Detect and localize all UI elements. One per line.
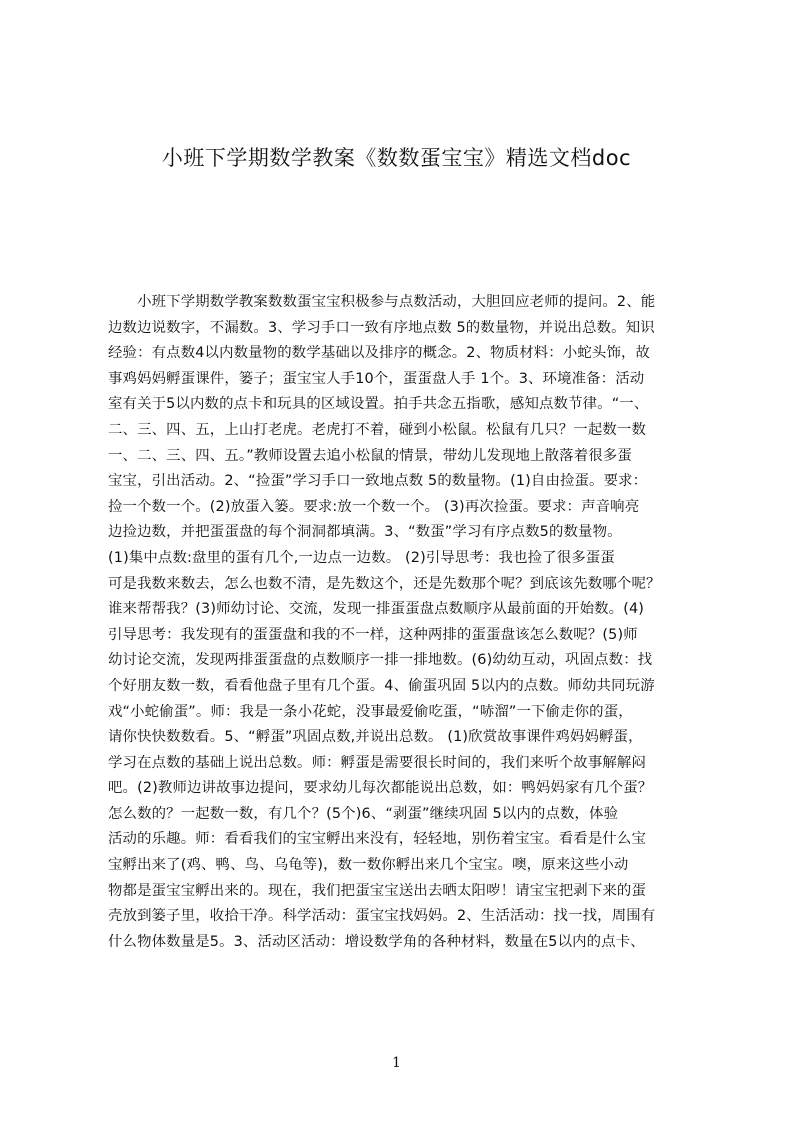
page-title: 小班下学期数学教案《数数蛋宝宝》精选文档doc	[161, 146, 632, 170]
text-line: 幼讨论交流，发现两排蛋蛋盘的点数顺序一排一排地数。(6)幼幼互动，巩固点数：找	[108, 652, 653, 669]
text-line: 小班下学期数学教案数数蛋宝宝积极参与点数活动，大胆回应老师的提问。2、能	[108, 294, 656, 310]
text-line: 请你快快数数看。5、“孵蛋”巩固点数,并说出总数。 (1)欣赏故事课件鸡妈妈孵蛋，	[108, 729, 643, 746]
text-line: 二、三、四、五，上山打老虎。老虎打不着，碰到小松鼠。松鼠有几只？一起数一数	[108, 421, 647, 438]
text-line: 边捡边数，并把蛋蛋盘的每个洞洞都填满。3、“数蛋”学习有序点数5的数量物。	[108, 524, 622, 541]
text-line: 宝宝，引出活动。2、“捡蛋”学习手口一致地点数 5的数量物。(1)自由捡蛋。要求：	[108, 473, 648, 490]
text-line: (1)集中点数:盘里的蛋有几个,一边点一边数。 (2)引导思考：我也捡了很多蛋蛋	[108, 549, 615, 566]
text-line: 引导思考：我发现有的蛋蛋盘和我的不一样，这种两排的蛋蛋盘该怎么数呢？(5)师	[108, 626, 638, 643]
text-line: 物都是蛋宝宝孵出来的。现在，我们把蛋宝宝送出去晒太阳哕！请宝宝把剥下来的蛋	[108, 882, 647, 899]
text-line: 一、二、三、四、五。”教师设置去追小松鼠的情景，带幼儿发现地上散落着很多蛋	[108, 447, 632, 464]
text-line: 宝孵出来了(鸡、鸭、鸟、乌龟等)，数一数你孵出来几个宝宝。噢，原来这些小动	[108, 857, 629, 874]
text-line: 室有关于5以内数的点卡和玩具的区域设置。拍手共念五指歌，感知点数节律。“一、	[108, 396, 649, 413]
text-line: 学习在点数的基础上说出总数。师：孵蛋是需要很长时间的，我们来听个故事解解闷	[108, 754, 647, 771]
text-line: 活动的乐趣。师：看看我们的宝宝孵出来没有，轻轻地，别伤着宝宝。看看是什么宝	[108, 831, 647, 848]
text-line: 可是我数来数去，怎么也数不清，是先数这个，还是先数那个呢？到底该先数哪个呢？	[108, 575, 661, 592]
text-line: 事鸡妈妈孵蛋课件，篓子；蛋宝宝人手10个，蛋蛋盘人手 1个。3、环境准备：活动	[108, 370, 645, 387]
text-line: 边数边说数字，不漏数。3、学习手口一致有序地点数 5的数量物，并说出总数。知识	[108, 319, 655, 336]
body-text	[108, 290, 698, 955]
text-line: 个好朋友数一数，看看他盘子里有几个蛋。4、偷蛋巩固 5以内的点数。师幼共同玩游	[108, 677, 655, 694]
text-line: 吧。(2)教师边讲故事边提问，要求幼儿每次都能说出总数，如：鸭妈妈家有几个蛋？	[108, 780, 653, 797]
text-line: 怎么数的？一起数一数，有几个？(5个)6、“剥蛋”继续巩固 5以内的点数，体验	[108, 805, 619, 822]
text-line: 戏“小蛇偷蛋”。师：我是一条小花蛇，没事最爱偷吃蛋，“哧溜”一下偷走你的蛋，	[108, 703, 633, 720]
text-line: 捡一个数一个。(2)放蛋入篓。要求:放一个数一个。 (3)再次捡蛋。要求：声音响亮	[108, 498, 640, 515]
page-number: 1	[392, 1055, 401, 1071]
text-line: 经验：有点数4以内数量物的数学基础以及排序的概念。2、物质材料：小蛇头饰，故	[108, 345, 651, 362]
text-line: 什么物体数量是5。3、活动区活动：增设数学角的各种材料，数量在5以内的点卡、	[108, 933, 645, 950]
text-line: 谁来帮帮我？(3)师幼讨论、交流，发现一排蛋蛋盘点数顺序从最前面的开始数。(4)	[108, 601, 645, 618]
text-line: 壳放到篓子里，收拾干净。科学活动：蛋宝宝找妈妈。2、生活活动：找一找，周围有	[108, 908, 656, 925]
